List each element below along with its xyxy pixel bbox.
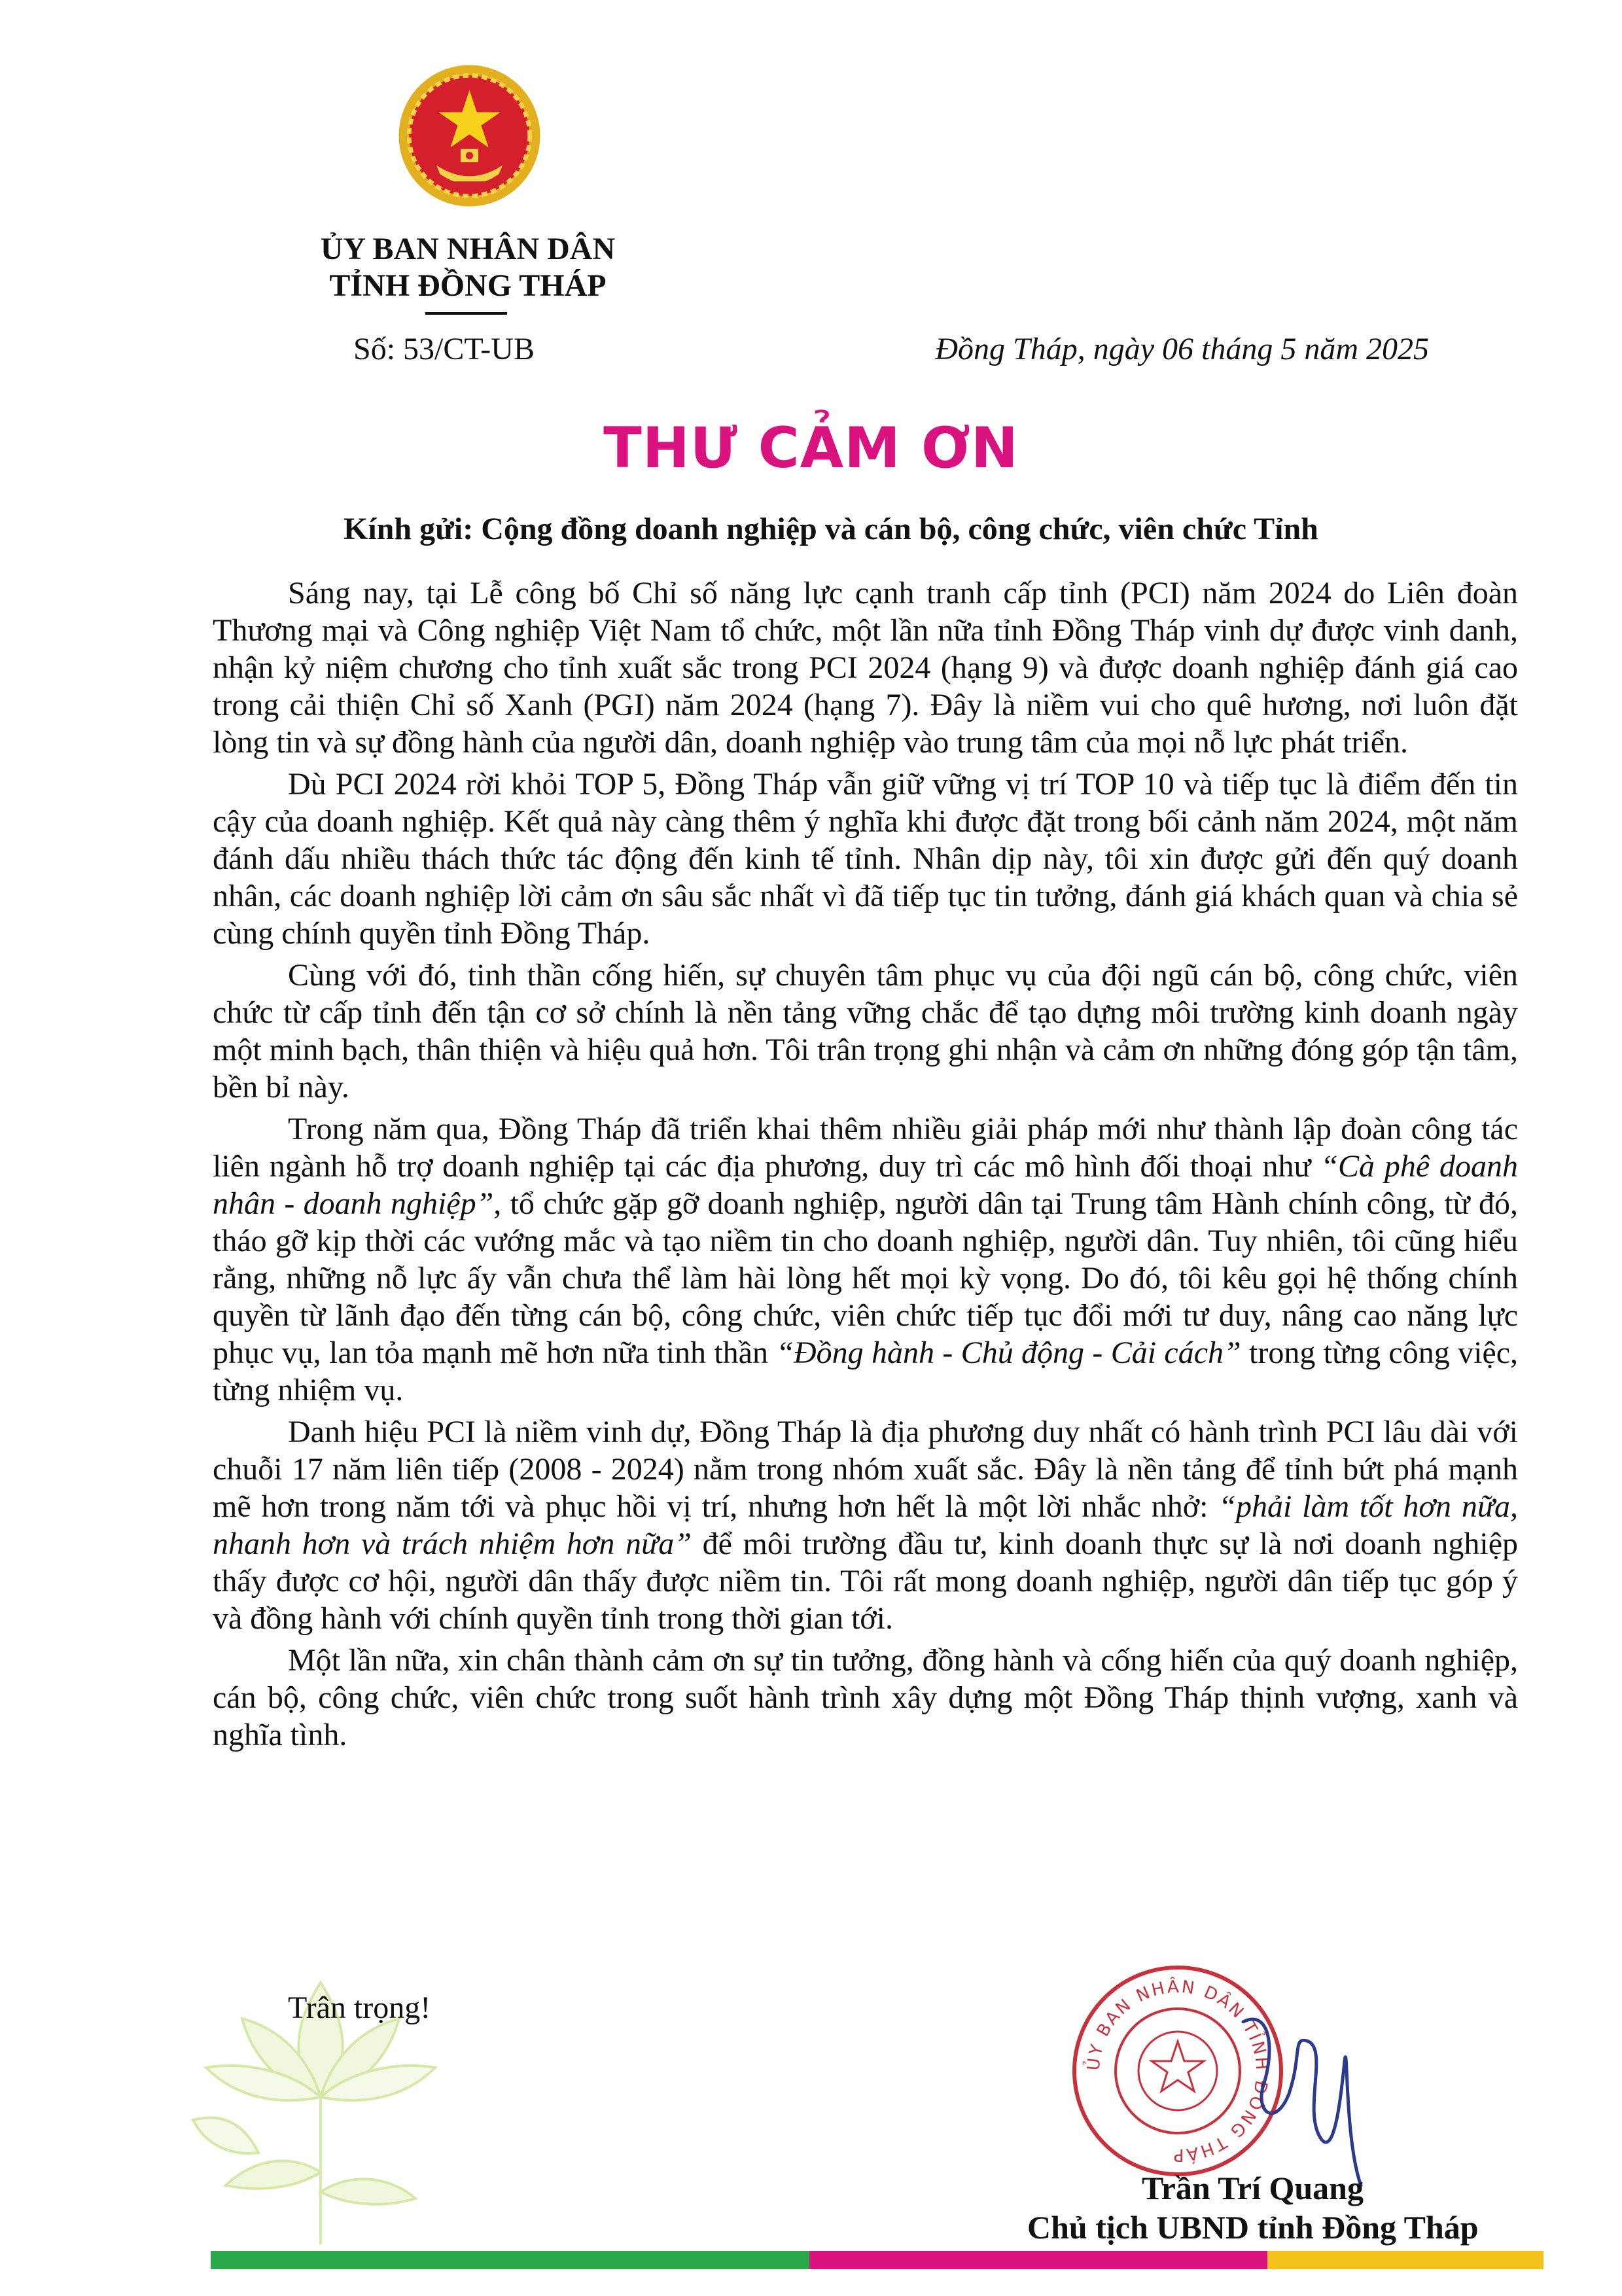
paragraph-4-text-b: , tổ chức gặp gỡ doanh nghiệp, người dân tại Trung tâm Hành chính công, từ đó, tháo gỡ kịp thời các vướng mắc và tạo niềm tin cho doanh nghiệp, người dân. Tuy nhiên, tôi cũng hiểu rằng, những nỗ lực ấy vẫn chưa thể làm hài lòng hết mọi kỳ vọng. Do đó, tôi kêu gọi hệ thống chính quyền từ lãnh đạo đến từng cán bộ, công chức, viên chức tiếp tục đổi mới tư duy, nâng cao năng lực phục vụ, lan tỏa mạnh mẽ hơn nữa tinh thần <box>213 1186 1518 1370</box>
paragraph-5-text-a: Danh hiệu PCI là niềm vinh dự, Đồng Tháp là địa phương duy nhất có hành trình PCI lâu dài với chuỗi 17 năm liên tiếp (2008 - 2024) nằm trong nhóm xuất sắc. Đây là nền tảng để tỉnh bứt phá mạnh mẽ hơn trong năm tới và phục hồi vị trí, nhưng hơn hết là một lời nhắc nhở: <box>213 1415 1518 1524</box>
agency-name-line1: ỦY BAN NHÂN DÂN <box>320 232 616 266</box>
signer-title: Chủ tịch UBND tỉnh Đồng Tháp <box>1027 2209 1479 2246</box>
paragraph-5 <box>213 1413 1518 1637</box>
agency-name-line2: TỈNH ĐỒNG THÁP <box>329 268 607 303</box>
greeting-line: Kính gửi: Cộng đồng doanh nghiệp và cán bộ, công chức, viên chức Tỉnh <box>344 512 1318 546</box>
paragraph-1: Sáng nay, tại Lễ công bố Chỉ số năng lực cạnh tranh cấp tỉnh (PCI) năm 2024 do Liên đoàn Thương mại và Công nghiệp Việt Nam tổ chức, một lần nữa tỉnh Đồng Tháp vinh dự được vinh danh, nhận kỷ niệm chương cho tỉnh xuất sắc trong PCI 2024 (hạng 9) và được doanh nghiệp đánh giá cao trong cải thiện Chỉ số Xanh (PGI) năm 2024 (hạng 7). Đây là niềm vui cho quê hương, nơi luôn đặt lòng tin và sự đồng hành của người dân, doanh nghiệp vào trung tâm của mọi nỗ lực phát triển. <box>213 576 1518 760</box>
footer-band-yellow <box>1267 2251 1543 2269</box>
closing-phrase: Trân trọng! <box>288 1990 431 2025</box>
paragraph-4-quote-1: “Cà phê doanh nhân - doanh nghiệp” <box>213 1149 1518 1221</box>
paragraph-2: Dù PCI 2024 rời khỏi TOP 5, Đồng Tháp vẫn giữ vững vị trí TOP 10 và tiếp tục là điểm đến tin cậy của doanh nghiệp. Kết quả này càng thêm ý nghĩa khi được đặt trong bối cảnh năm 2024, một năm đánh dấu nhiều thách thức tác động đến kinh tế tỉnh. Nhân dịp này, tôi xin được gửi đến quý doanh nhân, các doanh nghiệp lời cảm ơn sâu sắc nhất vì đã tiếp tục tin tưởng, đánh giá khách quan và chia sẻ cùng chính quyền tỉnh Đồng Tháp. <box>213 767 1518 951</box>
paragraph-4-text-a: Trong năm qua, Đồng Tháp đã triển khai thêm nhiều giải pháp mới như thành lập đoàn công tác liên ngành hỗ trợ doanh nghiệp tại các địa phương, duy trì các mô hình đối thoại như <box>213 1112 1518 1184</box>
signature-icon <box>1230 1996 1381 2192</box>
paragraph-4-text-c: trong từng công việc, từng nhiệm vụ. <box>213 1335 1519 1407</box>
paragraph-5-text-b: để môi trường đầu tư, kinh doanh thực sự là nơi doanh nghiệp thấy được cơ hội, người dân thấy được niềm tin. Tôi rất mong doanh nghiệp, người dân tiếp tục góp ý và đồng hành với chính quyền tỉnh trong thời gian tới. <box>213 1527 1518 1636</box>
agency-divider <box>425 312 507 315</box>
letter-title: THƯ CẢM ƠN <box>603 415 1019 481</box>
paragraph-3: Cùng với đó, tinh thần cống hiến, sự chuyên tâm phục vụ của đội ngũ cán bộ, công chức, viên chức từ cấp tỉnh đến tận cơ sở chính là nền tảng vững chắc để tạo dựng môi trường kinh doanh ngày một minh bạch, thân thiện và hiệu quả hơn. Tôi trân trọng ghi nhận và cảm ơn những đóng góp tận tâm, bền bỉ này. <box>213 958 1518 1104</box>
seal-text: ỦY BAN NHÂN DÂN TỈNH ĐỒNG THÁP <box>1084 1977 1272 2165</box>
document-date: Đồng Tháp, ngày 06 tháng 5 năm 2025 <box>935 332 1429 366</box>
document-number: Số: 53/CT-UB <box>353 332 535 366</box>
paragraph-4-quote-2: “Đồng hành - Chủ động - Cải cách” <box>776 1335 1241 1370</box>
letter-body <box>213 574 1518 1758</box>
signer-name: Trần Trí Quang <box>1142 2170 1364 2206</box>
paragraph-5-quote: “phải làm tốt hơn nữa, nhanh hơn và trách nhiệm hơn nữa” <box>213 1489 1518 1561</box>
paragraph-4 <box>213 1110 1518 1409</box>
paragraph-6: Một lần nữa, xin chân thành cảm ơn sự tin tưởng, đồng hành và cống hiến của quý doanh nghiệp, cán bộ, công chức, viên chức trong suốt hành trình xây dựng một Đồng Tháp thịnh vượng, xanh và nghĩa tình. <box>213 1643 1518 1752</box>
footer-band-pink <box>809 2251 1267 2269</box>
footer-band-green <box>211 2251 809 2269</box>
national-emblem-icon <box>396 62 543 209</box>
